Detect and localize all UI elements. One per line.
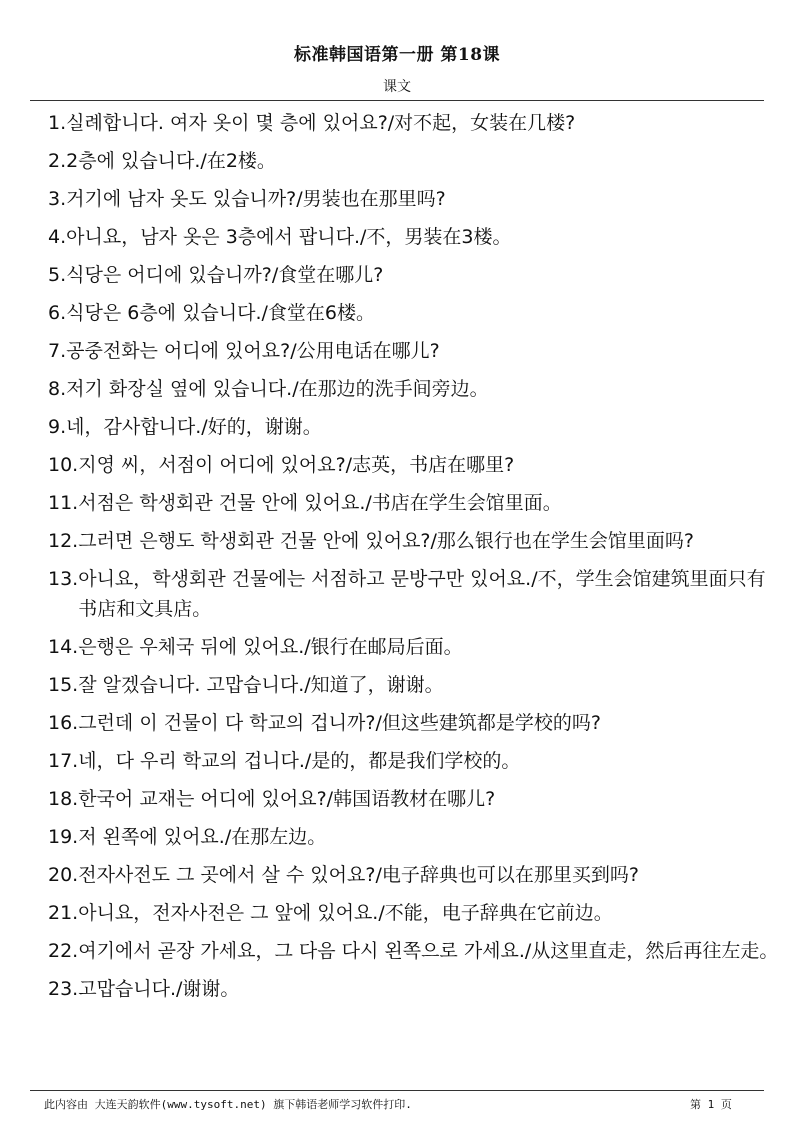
line-text: 식당은 어디에 있습니까?/食堂在哪儿? bbox=[66, 264, 384, 286]
line-text: 그런데 이 건물이 다 학교의 겁니까?/但这些建筑都是学校的吗? bbox=[78, 712, 601, 734]
line-number: 14. bbox=[48, 636, 79, 658]
dialogue-line bbox=[48, 822, 783, 852]
dialogue-line bbox=[48, 488, 783, 518]
dialogue-line bbox=[48, 564, 783, 624]
dialogue-line bbox=[48, 898, 783, 928]
line-number: 11. bbox=[48, 492, 79, 514]
line-text: 아니요，학생회관 건물에는 서점하고 문방구만 있어요./不，学生会馆建筑里面只有书店和文具店。 bbox=[78, 568, 766, 620]
line-number: 16. bbox=[48, 712, 79, 734]
dialogue-line bbox=[48, 746, 783, 776]
footer-divider bbox=[30, 1090, 764, 1091]
line-text: 전자사전도 그 곳에서 살 수 있어요?/电子辞典也可以在那里买到吗? bbox=[78, 864, 639, 886]
line-number: 1. bbox=[48, 112, 67, 134]
line-text: 한국어 교재는 어디에 있어요?/韩国语教材在哪儿? bbox=[78, 788, 496, 810]
dialogue-line bbox=[48, 222, 783, 252]
line-number: 5. bbox=[48, 264, 67, 286]
line-number: 21. bbox=[48, 902, 79, 924]
line-number: 23. bbox=[48, 978, 79, 1000]
dialogue-line bbox=[48, 936, 783, 966]
dialogue-line bbox=[48, 260, 783, 290]
dialogue-line bbox=[48, 108, 783, 138]
line-number: 18. bbox=[48, 788, 79, 810]
line-number: 17. bbox=[48, 750, 79, 772]
dialogue-line bbox=[48, 526, 783, 556]
page-subtitle: 课文 bbox=[383, 79, 411, 95]
line-number: 15. bbox=[48, 674, 79, 696]
dialogue-line bbox=[48, 708, 783, 738]
line-number: 6. bbox=[48, 302, 67, 324]
line-text: 은행은 우체국 뒤에 있어요./银行在邮局后面。 bbox=[78, 636, 463, 658]
line-text: 아니요，남자 옷은 3층에서 팝니다./不，男装在3楼。 bbox=[66, 226, 512, 248]
line-number: 3. bbox=[48, 188, 67, 210]
line-text: 그러면 은행도 학생회관 건물 안에 있어요?/那么银行也在学生会馆里面吗? bbox=[78, 530, 695, 552]
line-text: 실례합니다. 여자 옷이 몇 층에 있어요?/对不起，女装在几楼? bbox=[66, 112, 576, 134]
line-number: 8. bbox=[48, 378, 67, 400]
line-text: 서점은 학생회관 건물 안에 있어요./书店在学生会馆里面。 bbox=[78, 492, 562, 514]
dialogue-line bbox=[48, 784, 783, 814]
line-number: 20. bbox=[48, 864, 79, 886]
footer-note: 此内容由 大连天韵软件(www.tysoft.net) 旗下韩语老师学习软件打印. bbox=[44, 1098, 412, 1111]
dialogue-line bbox=[48, 374, 783, 404]
line-text: 거기에 남자 옷도 있습니까?/男装也在那里吗? bbox=[66, 188, 446, 210]
dialogue-line bbox=[48, 298, 783, 328]
dialogue-line bbox=[48, 450, 783, 480]
line-text: 고맙습니다./谢谢。 bbox=[78, 978, 240, 1000]
line-text: 저기 화장실 옆에 있습니다./在那边的洗手间旁边。 bbox=[66, 378, 489, 400]
line-number: 4. bbox=[48, 226, 67, 248]
dialogue-line bbox=[48, 632, 783, 662]
dialogue-line bbox=[48, 146, 783, 176]
line-number: 19. bbox=[48, 826, 79, 848]
line-number: 2. bbox=[48, 150, 67, 172]
header-divider bbox=[30, 100, 764, 101]
dialogue-line bbox=[48, 860, 783, 890]
page-title: 标准韩国语第一册 第18课 bbox=[293, 45, 501, 65]
dialogue-line bbox=[48, 336, 783, 366]
line-number: 10. bbox=[48, 454, 79, 476]
page-number: 第 1 页 bbox=[690, 1098, 732, 1111]
line-text: 네，다 우리 학교의 겁니다./是的，都是我们学校的。 bbox=[78, 750, 521, 772]
line-text: 잘 알겠습니다. 고맙습니다./知道了，谢谢。 bbox=[78, 674, 444, 696]
line-number: 7. bbox=[48, 340, 67, 362]
line-number: 12. bbox=[48, 530, 79, 552]
line-text: 네，감사합니다./好的，谢谢。 bbox=[66, 416, 322, 438]
line-text: 아니요，전자사전은 그 앞에 있어요./不能，电子辞典在它前边。 bbox=[78, 902, 613, 924]
line-text: 저 왼쪽에 있어요./在那左边。 bbox=[78, 826, 327, 848]
dialogue-line bbox=[48, 974, 783, 1004]
line-number: 9. bbox=[48, 416, 67, 438]
line-text: 식당은 6층에 있습니다./食堂在6楼。 bbox=[66, 302, 376, 324]
line-number: 13. bbox=[48, 568, 79, 590]
line-text: 여기에서 곧장 가세요，그 다음 다시 왼쪽으로 가세요./从这里直走，然后再往左走。 bbox=[78, 940, 779, 962]
line-number: 22. bbox=[48, 940, 79, 962]
dialogue-list bbox=[48, 108, 783, 1012]
dialogue-line bbox=[48, 184, 783, 214]
line-text: 2층에 있습니다./在2楼。 bbox=[66, 150, 276, 172]
line-text: 지영 씨，서점이 어디에 있어요?/志英，书店在哪里? bbox=[78, 454, 515, 476]
line-text: 공중전화는 어디에 있어요?/公用电话在哪儿? bbox=[66, 340, 440, 362]
dialogue-line bbox=[48, 412, 783, 442]
dialogue-line bbox=[48, 670, 783, 700]
